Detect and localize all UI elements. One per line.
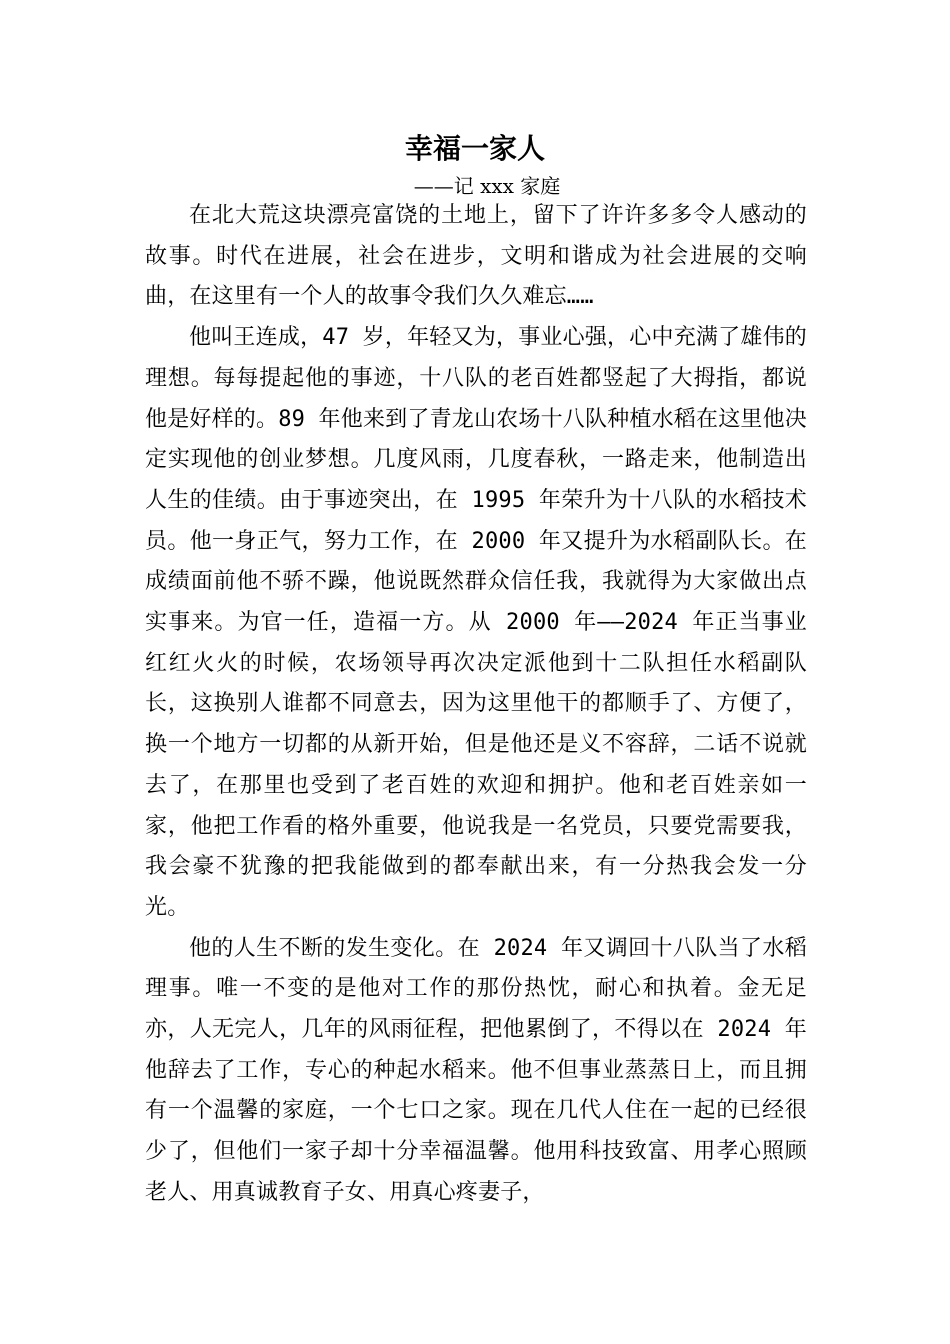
document-subtitle: ——记 xxx 家庭: [413, 174, 561, 198]
paragraph-2: 他叫王连成，47 岁，年轻又为，事业心强，心中充满了雄伟的理想。每每提起他的事迹，十八队的老百姓都竖起了大拇指，都说他是好样的。89 年他来到了青龙山农场十八队种植水稻在这里他决定实现他的创业梦想。几度风雨，几度春秋，一路走来，他制造出人生的佳绩。由于事迹突出，在 1995 年荣升为十八队的水稻技术员。他一身正气，努力工作，在 2000 年又提升为水稻副队长。在成绩面前他不骄不躁，他说既然群众信任我，我就得为大家做出点实事来。为官一任，造福一方。从 2000 年——2024 年正当事业红红火火的时候，农场领导再次决定派他到十二队担任水稻副队长，这换别人谁都不同意去，因为这里他干的都顺手了、方便了，换一个地方一切都的从新开始，但是他还是义不容辞，二话不说就去了，在那里也受到了老百姓的欢迎和拥护。他和老百姓亲如一家，他把工作看的格外重要，他说我是一名党员，只要党需要我，我会豪不犹豫的把我能做到的都奉献出来，有一分热我会发一分光。: [145, 325, 807, 920]
document-title: 幸福一家人: [404, 132, 545, 165]
document-body: [145, 196, 807, 1214]
paragraph-1: 在北大荒这块漂亮富饶的土地上，留下了许许多多令人感动的故事。时代在进展，社会在进步，文明和谐成为社会进展的交响曲，在这里有一个人的故事令我们久久难忘……: [145, 203, 807, 310]
paragraph-3: 他的人生不断的发生变化。在 2024 年又调回十八队当了水稻理事。唯一不变的是他对工作的那份热忱，耐心和执着。金无足亦，人无完人，几年的风雨征程，把他累倒了，不得以在 2024 年他辞去了工作，专心的种起水稻来。他不但事业蒸蒸日上，而且拥有一个温馨的家庭，一个七口之家。现在几代人住在一起的已经很少了，但他们一家子却十分幸福温馨。他用科技致富、用孝心照顾老人、用真诚教育子女、用真心疼妻子，: [145, 935, 807, 1205]
